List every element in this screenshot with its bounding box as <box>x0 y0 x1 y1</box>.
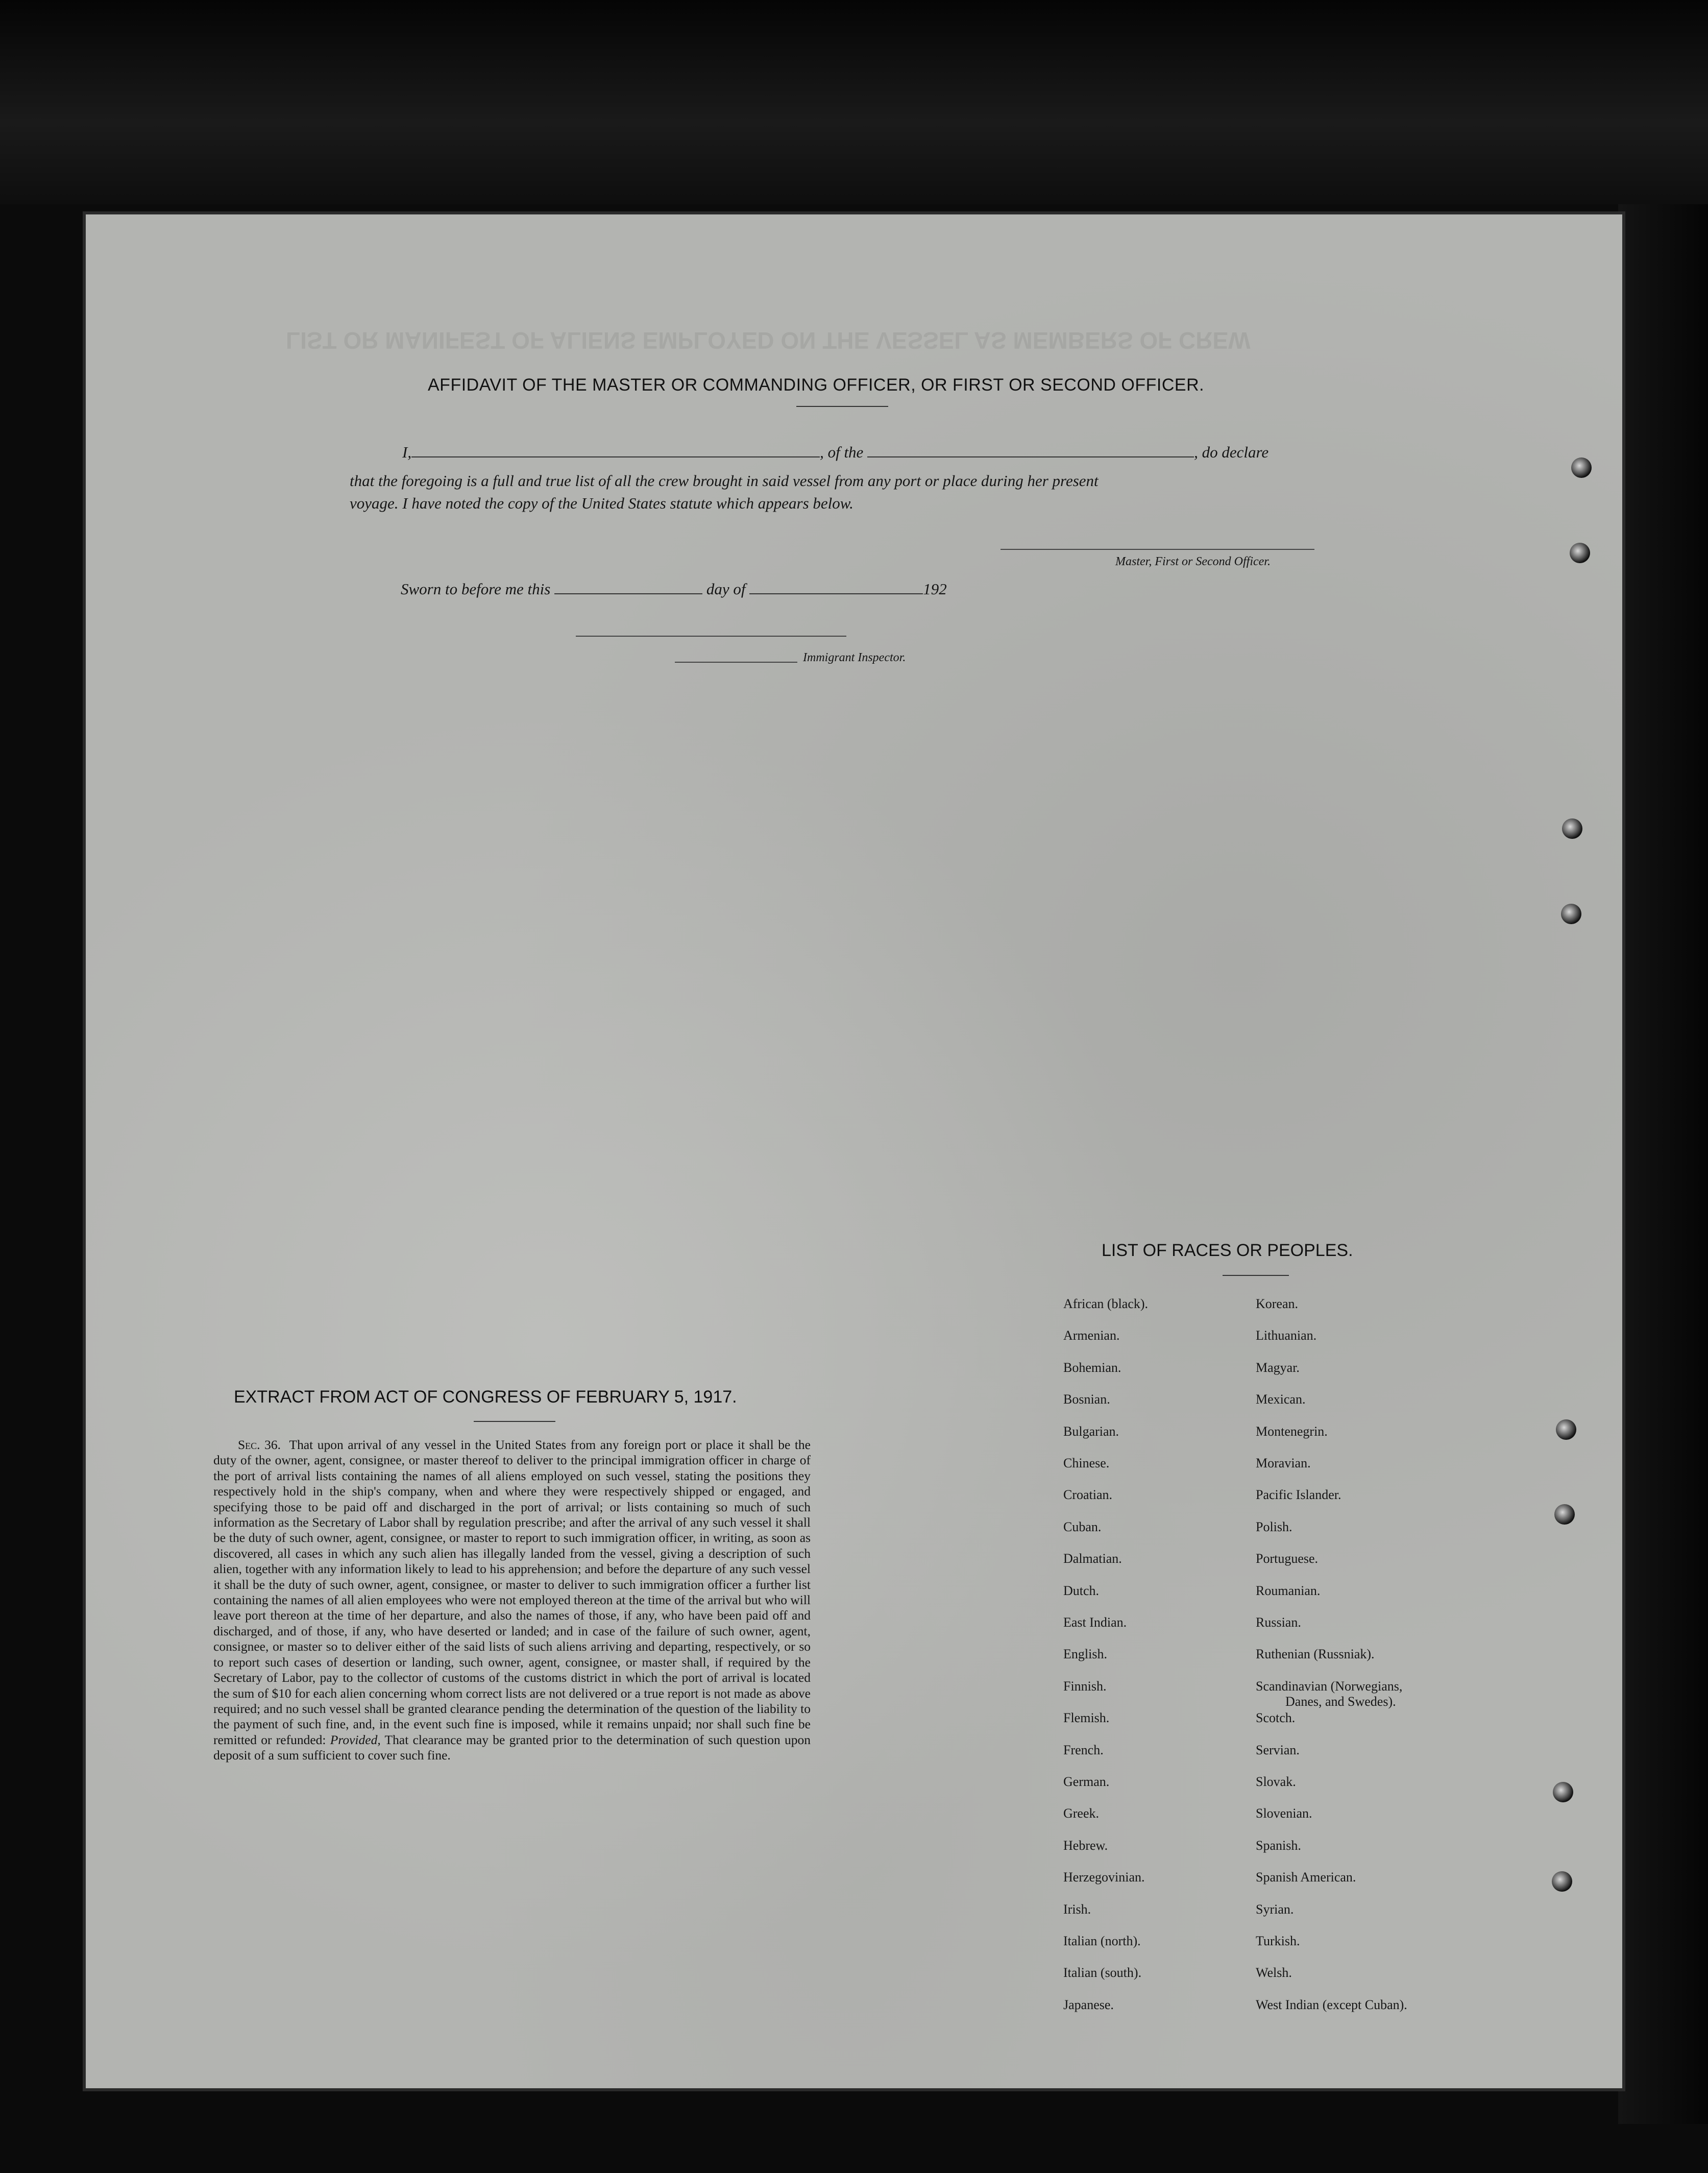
race-item: Polish. <box>1256 1519 1292 1534</box>
extract-title-rule <box>474 1421 555 1422</box>
title-rule <box>796 406 888 407</box>
race-item: Mexican. <box>1256 1392 1306 1407</box>
affidavit-line-2: that the foregoing is a full and true list of all the crew brought in said vessel from any port or place during her present <box>350 472 1099 490</box>
race-item: Korean. <box>1256 1296 1299 1311</box>
vessel-blank <box>867 456 1194 457</box>
inspector-label: Immigrant Inspector. <box>803 651 906 664</box>
punch-hole <box>1553 1782 1573 1802</box>
race-item: Cuban. <box>1063 1519 1102 1534</box>
race-item: West Indian (except Cuban). <box>1256 1997 1407 2012</box>
document-page <box>86 214 1622 2088</box>
sworn-start: Sworn to before me this <box>401 580 551 598</box>
race-item: Slovenian. <box>1256 1806 1312 1821</box>
race-item: Italian (south). <box>1063 1965 1142 1981</box>
race-item: Italian (north). <box>1063 1934 1141 1948</box>
race-item: Irish. <box>1063 1901 1091 1917</box>
affidavit-line-1 <box>402 443 1268 462</box>
race-item: Portuguese. <box>1256 1551 1319 1566</box>
race-item: Turkish. <box>1256 1934 1300 1948</box>
master-signature-line <box>1001 549 1314 550</box>
affidavit-line-3: voyage. I have noted the copy of the United States statute which appears below. <box>350 494 853 512</box>
race-item: Roumanian. <box>1256 1583 1321 1598</box>
races-title-rule <box>1223 1275 1289 1276</box>
race-item: Flemish. <box>1063 1710 1110 1726</box>
races-title: LIST OF RACES OR PEOPLES. <box>1102 1241 1353 1260</box>
race-item: Finnish. <box>1063 1678 1107 1694</box>
race-item: Japanese. <box>1063 1997 1114 2012</box>
race-item: Bosnian. <box>1063 1392 1110 1407</box>
race-item: Scotch. <box>1256 1710 1296 1726</box>
race-item: Servian. <box>1256 1742 1300 1757</box>
race-item: Welsh. <box>1256 1965 1292 1981</box>
race-item: Pacific Islander. <box>1256 1487 1341 1503</box>
race-item: East Indian. <box>1063 1615 1127 1630</box>
film-border-top <box>0 0 1708 204</box>
affidavit-line1-start: I, <box>402 443 412 461</box>
race-item: Hebrew. <box>1063 1838 1108 1853</box>
inspector-signature-line-upper <box>576 636 846 637</box>
affidavit-line1-end: , do declare <box>1194 443 1269 461</box>
race-item: German. <box>1063 1774 1110 1789</box>
punch-hole <box>1570 543 1590 563</box>
race-item: Russian. <box>1256 1615 1301 1630</box>
punch-hole <box>1562 818 1582 839</box>
race-item-continuation: Danes, and Swedes). <box>1285 1694 1396 1709</box>
race-item: African (black). <box>1063 1296 1149 1311</box>
section-label: Sec. 36. <box>238 1437 281 1452</box>
month-blank <box>749 593 923 594</box>
punch-hole <box>1561 904 1581 924</box>
affidavit-title: AFFIDAVIT OF THE MASTER OR COMMANDING OFFICER, OR FIRST OR SECOND OFFICER. <box>428 375 1205 395</box>
inspector-signature-line <box>675 662 797 663</box>
race-item: Bohemian. <box>1063 1360 1121 1375</box>
race-item: Spanish. <box>1256 1838 1301 1853</box>
sworn-line <box>401 580 947 598</box>
punch-hole <box>1556 1419 1576 1440</box>
extract-title: EXTRACT FROM ACT OF CONGRESS OF FEBRUARY 5, 1917. <box>234 1387 737 1407</box>
race-item: Moravian. <box>1256 1456 1311 1470</box>
race-item: English. <box>1063 1647 1107 1662</box>
race-item: Dalmatian. <box>1063 1551 1122 1566</box>
race-item: Chinese. <box>1063 1456 1110 1470</box>
race-item: Croatian. <box>1063 1487 1113 1503</box>
race-item: Bulgarian. <box>1063 1423 1119 1439</box>
race-item: Ruthenian (Russniak). <box>1256 1647 1375 1662</box>
race-item: Montenegrin. <box>1256 1423 1328 1439</box>
punch-hole <box>1554 1504 1575 1525</box>
race-item: Scandinavian (Norwegians, <box>1256 1678 1403 1694</box>
provided-label: Provided, <box>330 1732 381 1747</box>
race-item: Armenian. <box>1063 1328 1120 1343</box>
race-item: Slovak. <box>1256 1774 1296 1789</box>
punch-hole <box>1571 457 1592 478</box>
race-item: Syrian. <box>1256 1901 1294 1917</box>
affidavit-line1-mid: , of the <box>820 443 864 461</box>
day-blank <box>554 593 702 594</box>
race-item: Dutch. <box>1063 1583 1100 1598</box>
extract-text-end: That clearance may be granted prior to the determination of such question upon deposit of a sum sufficient to cover such fine. <box>213 1732 811 1763</box>
race-item: Spanish American. <box>1256 1870 1356 1885</box>
name-blank <box>411 456 820 457</box>
race-item: Herzegovinian. <box>1063 1870 1145 1885</box>
punch-hole <box>1552 1871 1572 1892</box>
race-item: Magyar. <box>1256 1360 1300 1375</box>
race-item: Greek. <box>1063 1806 1100 1821</box>
sworn-year: 192 <box>923 580 947 598</box>
film-border-right <box>1618 204 1708 2124</box>
master-signature-label: Master, First or Second Officer. <box>1115 555 1271 568</box>
sworn-mid: day of <box>706 580 746 598</box>
race-item: French. <box>1063 1742 1104 1757</box>
bleed-through-text: LIST OR MANIFEST OF ALIENS EMPLOYED ON THE VESSEL AS MEMBERS OF CREW <box>286 327 1251 354</box>
race-item: Lithuanian. <box>1256 1328 1317 1343</box>
extract-text: That upon arrival of any vessel in the United States from any foreign port or place it shall be the duty of the owner, agent, consignee, or master thereof to deliver to the principal immigration officer in charge of the port of arrival lists containing the names of all aliens employed on such vessel, stating the positions they respectively hold in the ship's company, when and where they were respectively shipped or engaged, and specifying those to be paid off and discharged in the port of arrival; or lists containing so much of such information as the Secretary of Labor shall by regulation prescribe; and after the arrival of any such vessel it shall be the duty of such owner, agent, consignee, or master to report to such immigration officer, in writing, as soon as discovered, all cases in which any such alien has illegally landed from the vessel, giving a description of such alien, together with any information likely to lead to his apprehension; and before the departure of any such vessel it shall be the duty of such owner, agent, consignee, or master to deliver to such immigration officer a further list containing the names of all alien employees who were not employed thereon at the time of the arrival but who will leave port thereon at the time of her departure, and also the names of those, if any, who have been paid off and discharged, and of those, if any, who have deserted or landed; and in case of the failure of such owner, agent, consignee, or master so to deliver either of the said lists of such aliens arriving and departing, respectively, or so to report such cases of desertion or landing, such owner, agent, consignee, or master shall, if required by the Secretary of Labor, pay to the collector of customs of the customs district in which the port of arrival is located the sum of $10 for each alien concerning whom correct lists are not delivered or a true report is not made as above required; and no such vessel shall be granted clearance pending the determination of the question of the liability to the payment of such fine, and, in the event such fine is imposed, while it remains unpaid; nor shall such fine be remitted or refunded: <box>213 1437 811 1747</box>
extract-body <box>213 1437 811 1764</box>
